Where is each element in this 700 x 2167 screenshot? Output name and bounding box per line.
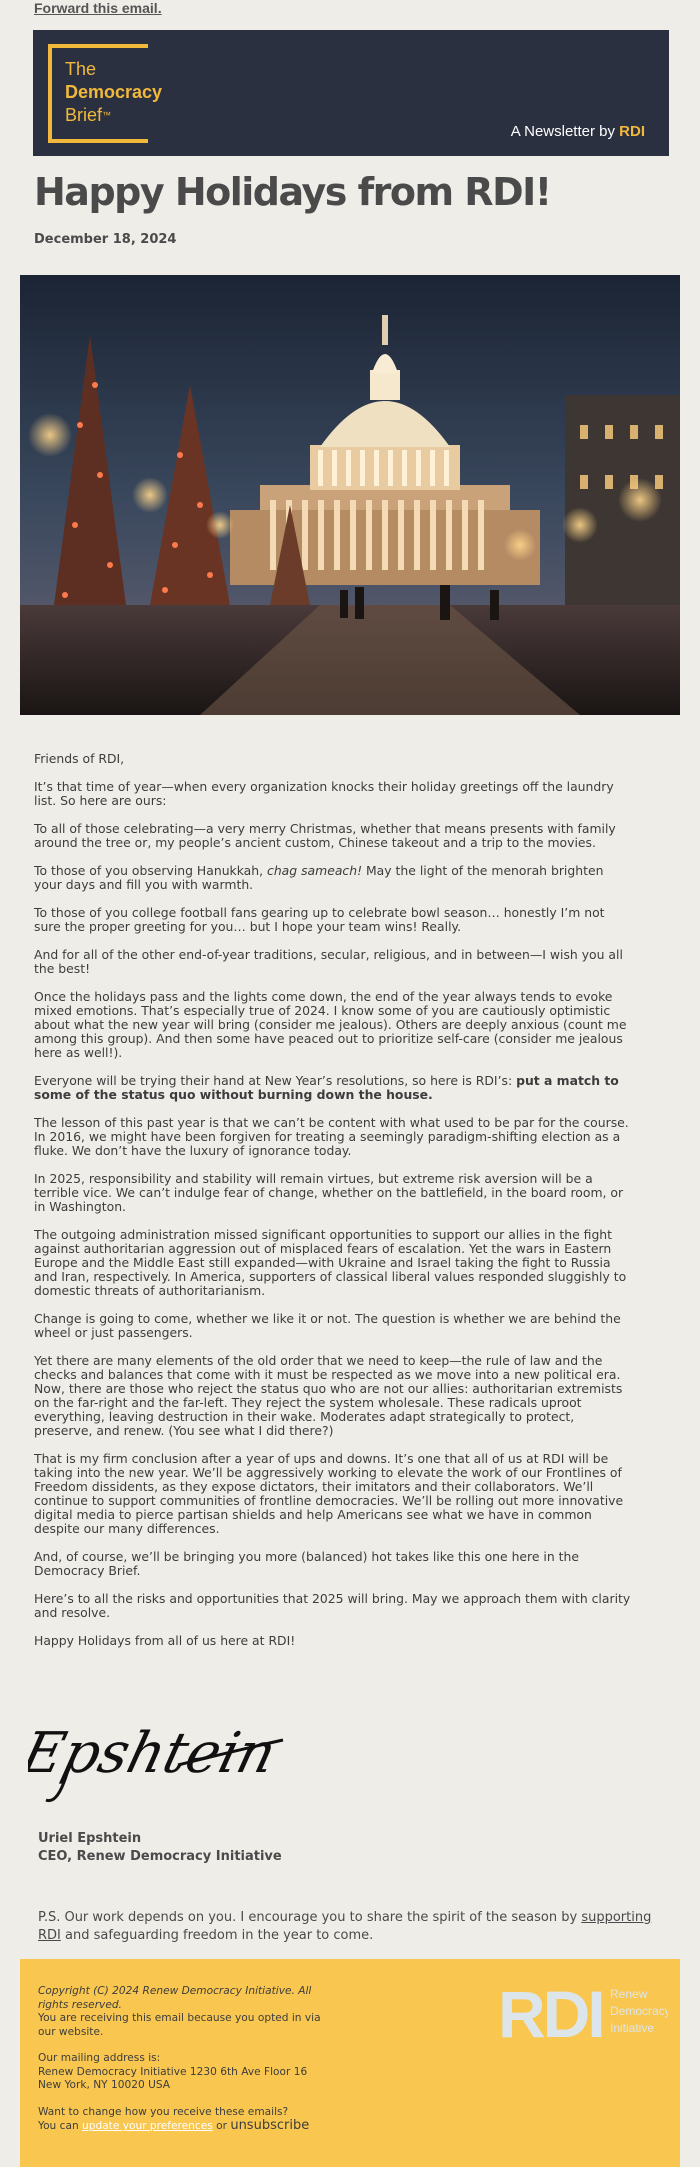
paragraph: That is my firm conclusion after a year of ups and downs. It’s one that all of us at RDI will be taking into the new year. We’ll be aggressively working to elevate the work of our Frontlines of Freedom dissidents, as they expose dictators, their imitators and their collaborators. We’ll continue to support communities of frontline democracies. We’ll be rolling out more innovative digital media to pierce partisan shields and help Americans see what we have in common despite our many differences. (34, 1451, 624, 1536)
mailing-label: Our mailing address is: (38, 2052, 161, 2064)
hero-image-capitol (20, 275, 680, 715)
newsletter-banner (33, 30, 669, 156)
paragraph: The outgoing administration missed significant opportunities to support our allies in the fight against authoritarian aggression out of misplaced fears of escalation. Yet the wars in Eastern Europe and the Middle East still expanded—with Ukraine and Israel taking the fight to Russia and Iran, respectively. In America, supporters of classical liberal values responded sluggishly to domestic threats of authoritarianism. (34, 1227, 627, 1298)
unsubscribe-link[interactable]: unsubscribe (230, 2118, 310, 2133)
paragraph (34, 864, 634, 892)
address-line-2: New York, NY 10020 USA (38, 2079, 170, 2091)
hanukkah-greeting: chag sameach! (267, 863, 363, 878)
rdi-logo-letters: RDI (498, 1983, 603, 2043)
preferences-question: Want to change how you receive these emails? (38, 2105, 289, 2118)
paragraph: To all of those celebrating—a very merry Christmas, whether that means presents with family around the tree or, my people’s ancient custom, Chinese takeout and a trip to the movies. (34, 821, 616, 850)
trademark: ™ (102, 110, 112, 120)
tagline-brand: RDI (619, 123, 645, 140)
rdi-logo-mark (498, 1983, 668, 2043)
tagline-prefix: A Newsletter by (510, 123, 620, 140)
signer-name: Uriel Epshtein (38, 1831, 142, 1846)
paragraph: It’s that time of year—when every organization knocks their holiday greetings off the laundry list. So here are ours: (34, 779, 614, 808)
signature-script: Epshtein (28, 1720, 283, 1786)
page-title: Happy Holidays from RDI! (34, 170, 551, 214)
paragraph-text: To those of you observing Hanukkah, (34, 863, 268, 878)
postscript (38, 1909, 658, 1945)
resolution-highlight: put a match to some of the status quo without burning down the house. (34, 1073, 619, 1102)
address-line-1: Renew Democracy Initiative 1230 6th Ave Floor 16 (38, 2065, 308, 2078)
paragraph: To those of you college football fans gearing up to celebrate bowl season… honestly I’m not sure the proper greeting for you… but I hope your team wins! Really. (34, 905, 605, 934)
handwritten-signature (28, 1710, 288, 1810)
logo-line-1: The (65, 59, 97, 79)
preferences-block (38, 2106, 338, 2134)
rdi-logo-word-1: Renew (610, 1987, 648, 2001)
paragraph (34, 1074, 634, 1102)
update-preferences-link[interactable]: update your preferences (82, 2120, 213, 2132)
ps-text: P.S. Our work depends on you. I encourage you to share the spirit of the season by (38, 1910, 582, 1925)
letter-body (34, 752, 634, 1662)
logo-line-3: Brief (65, 105, 103, 125)
rdi-logo-word-3: Initiative (610, 2021, 655, 2035)
rdi-logo (498, 1983, 668, 2043)
copyright: Copyright (C) 2024 Renew Democracy Initiative. All rights reserved. (38, 1985, 312, 2011)
footer (20, 1959, 680, 2167)
rdi-logo-word-2: Democracy (610, 2004, 668, 2018)
footer-legal (38, 1985, 338, 2039)
paragraph-text: Everyone will be trying their hand at New Year’s resolutions, so here is RDI’s: (34, 1073, 517, 1088)
supporting-rdi-link[interactable]: supporting RDI (38, 1910, 652, 1943)
signer-block (38, 1830, 282, 1866)
paragraph-text: May the light of the menorah brighten your days and fill you with warmth. (34, 863, 604, 892)
capitol-illustration (20, 275, 680, 715)
signer-title: CEO, Renew Democracy Initiative (38, 1849, 282, 1864)
publish-date: December 18, 2024 (34, 232, 177, 247)
footer-text (38, 1985, 338, 2147)
paragraph: In 2025, responsibility and stability will remain virtues, but extreme risk aversion will be a terrible vice. We can’t indulge fear of change, whether on the battlefield, in the board room, or in Washington. (34, 1171, 624, 1214)
paragraph: Yet there are many elements of the old order that we need to keep—the rule of law and the checks and balances that come with it must be respected as we move into a new political era. Now, there are those who reject the status quo who are not our allies: authoritarian extremists on the far-right and the far-left. They reject the system wholesale. These radicals uproot everything, leaving destruction in their wake. Moderates adapt strategically to protect, preserve, and renew. (You see what I did there?) (34, 1353, 623, 1438)
closing-line: Happy Holidays from all of us here at RDI! (34, 1633, 296, 1648)
mailing-address (38, 2052, 338, 2093)
salutation: Friends of RDI, (34, 751, 125, 766)
preferences-text: or (212, 2120, 231, 2132)
paragraph: And for all of the other end-of-year traditions, secular, religious, and in between—I wish you all the best! (34, 947, 623, 976)
paragraph: Change is going to come, whether we like it or not. The question is whether we are behind the wheel or just passengers. (34, 1311, 621, 1340)
paragraph: And, of course, we’ll be bringing you more (balanced) hot takes like this one here in the Democracy Brief. (34, 1549, 579, 1578)
signature-drawing (28, 1710, 288, 1810)
forward-email-link[interactable]: Forward this email. (34, 0, 162, 16)
newsletter-logo (65, 58, 162, 127)
paragraph: The lesson of this past year is that we can’t be content with what used to be par for the course. In 2016, we might have been forgiven for treating a seemingly paradigm-shifting election as a fluke. We don’t have the luxury of ignorance today. (34, 1115, 629, 1158)
paragraph: Here’s to all the risks and opportunities that 2025 will bring. May we approach them with clarity and resolve. (34, 1591, 631, 1620)
logo-line-2: Democracy (65, 82, 163, 102)
paragraph: Once the holidays pass and the lights come down, the end of the year always tends to evoke mixed emotions. That’s especially true of 2024. I know some of you are cautiously optimistic about what the new year will bring (consider me jealous). Others are deeply anxious (count me among this group). And then some have peaced out to prioritize self-care (consider me jealous here as well!). (34, 989, 627, 1060)
preferences-text: You can (38, 2120, 83, 2132)
ps-text: and safeguarding freedom in the year to come. (60, 1928, 374, 1943)
banner-tagline (511, 123, 645, 140)
optin-reason: You are receiving this email because you opted in via our website. (38, 2012, 321, 2038)
